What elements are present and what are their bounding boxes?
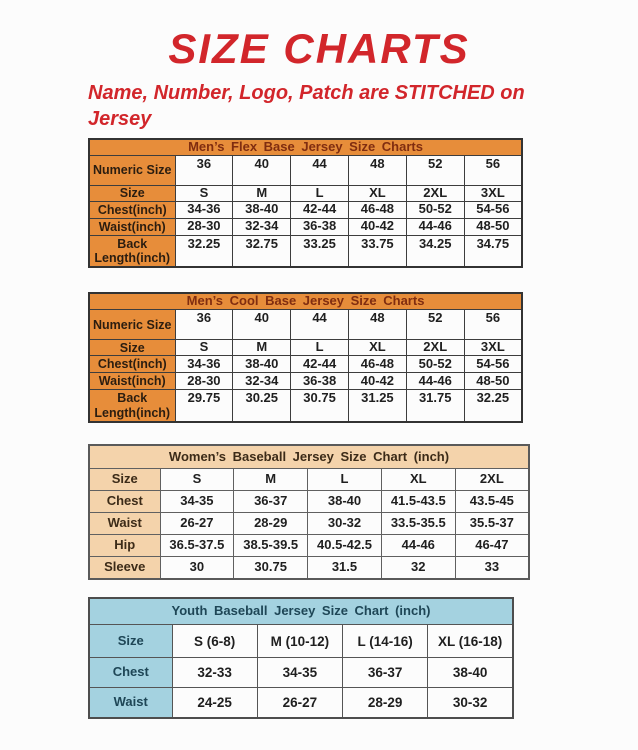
size-value-cell: 36-37 bbox=[234, 491, 308, 513]
size-value-cell: 42-44 bbox=[291, 201, 349, 218]
size-value-cell: XL bbox=[348, 340, 406, 356]
size-value-cell: 34-35 bbox=[257, 658, 342, 688]
row-label-cell: Waist bbox=[89, 688, 172, 718]
size-value-cell: 40 bbox=[233, 155, 291, 185]
size-value-cell: 28-30 bbox=[175, 373, 233, 390]
size-value-cell: 30-32 bbox=[308, 513, 382, 535]
row-label-cell: Chest bbox=[89, 658, 172, 688]
table-row bbox=[89, 155, 522, 185]
row-label-cell: Size bbox=[89, 625, 172, 658]
size-value-cell: 2XL bbox=[406, 340, 464, 356]
size-value-cell: 34-36 bbox=[175, 356, 233, 373]
table-title: Women’s Baseball Jersey Size Chart (inch) bbox=[89, 445, 529, 469]
row-label-cell: Numeric Size bbox=[89, 155, 175, 185]
row-label-cell: Chest bbox=[89, 491, 160, 513]
table-row bbox=[89, 535, 529, 557]
size-value-cell: 36-37 bbox=[343, 658, 428, 688]
size-value-cell: 36 bbox=[175, 155, 233, 185]
size-value-cell: 44-46 bbox=[406, 218, 464, 235]
size-value-cell: 38.5-39.5 bbox=[234, 535, 308, 557]
table-row bbox=[89, 469, 529, 491]
size-value-cell: 46-47 bbox=[455, 535, 529, 557]
size-value-cell: S bbox=[175, 340, 233, 356]
size-value-cell: 36 bbox=[175, 310, 233, 340]
size-value-cell: 44-46 bbox=[406, 373, 464, 390]
size-value-cell: 32.75 bbox=[233, 235, 291, 267]
size-value-cell: 34-35 bbox=[160, 491, 234, 513]
size-value-cell: 50-52 bbox=[406, 356, 464, 373]
size-value-cell: M (10-12) bbox=[257, 625, 342, 658]
table-row bbox=[89, 688, 513, 718]
size-value-cell: 2XL bbox=[455, 469, 529, 491]
size-value-cell: XL (16-18) bbox=[428, 625, 513, 658]
size-value-cell: 32-34 bbox=[233, 218, 291, 235]
size-value-cell: S bbox=[160, 469, 234, 491]
youth-baseball-table bbox=[88, 597, 514, 719]
size-value-cell: 28-29 bbox=[234, 513, 308, 535]
size-value-cell: 44 bbox=[291, 155, 349, 185]
size-value-cell: XL bbox=[381, 469, 455, 491]
size-value-cell: 36-38 bbox=[291, 373, 349, 390]
mens-cool-base-table bbox=[88, 292, 523, 422]
size-value-cell: 33.75 bbox=[348, 235, 406, 267]
size-value-cell: 3XL bbox=[464, 185, 522, 201]
size-value-cell: M bbox=[233, 340, 291, 356]
size-value-cell: 31.75 bbox=[406, 390, 464, 422]
row-label-cell: Size bbox=[89, 469, 160, 491]
size-value-cell: 34-36 bbox=[175, 201, 233, 218]
row-label-cell: Hip bbox=[89, 535, 160, 557]
size-value-cell: 46-48 bbox=[348, 356, 406, 373]
size-value-cell: 29.75 bbox=[175, 390, 233, 422]
table-row bbox=[89, 513, 529, 535]
table-row bbox=[89, 218, 522, 235]
table-row bbox=[89, 185, 522, 201]
row-label-cell: Numeric Size bbox=[89, 310, 175, 340]
size-value-cell: 41.5-43.5 bbox=[381, 491, 455, 513]
size-value-cell: 48-50 bbox=[464, 218, 522, 235]
size-value-cell: 48 bbox=[348, 310, 406, 340]
size-value-cell: M bbox=[233, 185, 291, 201]
page-title: SIZE CHARTS bbox=[168, 25, 470, 72]
womens-baseball-table bbox=[88, 444, 530, 580]
size-value-cell: 46-48 bbox=[348, 201, 406, 218]
size-value-cell: L bbox=[308, 469, 382, 491]
row-label-cell: Waist bbox=[89, 513, 160, 535]
size-value-cell: 48-50 bbox=[464, 373, 522, 390]
row-label-cell: Size bbox=[89, 185, 175, 201]
table-row bbox=[89, 658, 513, 688]
size-value-cell: 34.75 bbox=[464, 235, 522, 267]
size-value-cell: 28-29 bbox=[343, 688, 428, 718]
size-value-cell: 36.5-37.5 bbox=[160, 535, 234, 557]
size-value-cell: 44-46 bbox=[381, 535, 455, 557]
size-value-cell: 32.25 bbox=[175, 235, 233, 267]
page-subtitle: Name, Number, Logo, Patch are STITCHED on Jersey bbox=[88, 82, 525, 130]
size-value-cell: 36-38 bbox=[291, 218, 349, 235]
row-label-cell: Back Length(inch) bbox=[89, 235, 175, 267]
size-value-cell: 30.75 bbox=[291, 390, 349, 422]
table-row bbox=[89, 356, 522, 373]
table-row bbox=[89, 340, 522, 356]
size-value-cell: 30.75 bbox=[234, 557, 308, 579]
size-value-cell: 31.25 bbox=[348, 390, 406, 422]
size-value-cell: 30.25 bbox=[233, 390, 291, 422]
size-value-cell: 26-27 bbox=[257, 688, 342, 718]
row-label-cell: Waist(inch) bbox=[89, 373, 175, 390]
row-label-cell: Size bbox=[89, 340, 175, 356]
size-value-cell: 30 bbox=[160, 557, 234, 579]
table-row bbox=[89, 235, 522, 267]
table-title: Men’s Flex Base Jersey Size Charts bbox=[89, 139, 522, 155]
size-value-cell: 24-25 bbox=[172, 688, 257, 718]
row-label-cell: Back Length(inch) bbox=[89, 390, 175, 422]
row-label-cell: Waist(inch) bbox=[89, 218, 175, 235]
size-value-cell: 2XL bbox=[406, 185, 464, 201]
size-value-cell: 54-56 bbox=[464, 356, 522, 373]
table-row bbox=[89, 625, 513, 658]
size-value-cell: M bbox=[234, 469, 308, 491]
size-value-cell: 56 bbox=[464, 155, 522, 185]
table-title: Men’s Cool Base Jersey Size Charts bbox=[89, 293, 522, 309]
size-value-cell: S bbox=[175, 185, 233, 201]
size-value-cell: 34.25 bbox=[406, 235, 464, 267]
row-label-cell: Sleeve bbox=[89, 557, 160, 579]
size-value-cell: 38-40 bbox=[308, 491, 382, 513]
size-value-cell: 40-42 bbox=[348, 373, 406, 390]
size-value-cell: S (6-8) bbox=[172, 625, 257, 658]
table-row bbox=[89, 557, 529, 579]
size-value-cell: 3XL bbox=[464, 340, 522, 356]
size-value-cell: XL bbox=[348, 185, 406, 201]
size-value-cell: 26-27 bbox=[160, 513, 234, 535]
table-row bbox=[89, 373, 522, 390]
size-value-cell: 52 bbox=[406, 310, 464, 340]
table-row bbox=[89, 310, 522, 340]
table-row bbox=[89, 201, 522, 218]
size-value-cell: 43.5-45 bbox=[455, 491, 529, 513]
table-row bbox=[89, 491, 529, 513]
size-value-cell: 40.5-42.5 bbox=[308, 535, 382, 557]
size-value-cell: L bbox=[291, 185, 349, 201]
size-value-cell: 38-40 bbox=[233, 201, 291, 218]
size-value-cell: 42-44 bbox=[291, 356, 349, 373]
table-title: Youth Baseball Jersey Size Chart (inch) bbox=[89, 598, 513, 625]
size-value-cell: 40 bbox=[233, 310, 291, 340]
size-value-cell: L bbox=[291, 340, 349, 356]
size-value-cell: 50-52 bbox=[406, 201, 464, 218]
size-value-cell: 44 bbox=[291, 310, 349, 340]
size-value-cell: L (14-16) bbox=[343, 625, 428, 658]
row-label-cell: Chest(inch) bbox=[89, 201, 175, 218]
size-value-cell: 33.5-35.5 bbox=[381, 513, 455, 535]
size-value-cell: 30-32 bbox=[428, 688, 513, 718]
size-value-cell: 33 bbox=[455, 557, 529, 579]
size-value-cell: 32.25 bbox=[464, 390, 522, 422]
size-value-cell: 52 bbox=[406, 155, 464, 185]
size-value-cell: 35.5-37 bbox=[455, 513, 529, 535]
size-value-cell: 38-40 bbox=[233, 356, 291, 373]
mens-flex-base-table bbox=[88, 138, 523, 268]
size-value-cell: 32-33 bbox=[172, 658, 257, 688]
row-label-cell: Chest(inch) bbox=[89, 356, 175, 373]
size-value-cell: 40-42 bbox=[348, 218, 406, 235]
size-value-cell: 31.5 bbox=[308, 557, 382, 579]
size-value-cell: 56 bbox=[464, 310, 522, 340]
size-value-cell: 32-34 bbox=[233, 373, 291, 390]
table-row bbox=[89, 390, 522, 422]
size-value-cell: 48 bbox=[348, 155, 406, 185]
size-value-cell: 54-56 bbox=[464, 201, 522, 218]
size-value-cell: 38-40 bbox=[428, 658, 513, 688]
size-value-cell: 32 bbox=[381, 557, 455, 579]
size-value-cell: 28-30 bbox=[175, 218, 233, 235]
size-tables bbox=[88, 138, 638, 719]
size-value-cell: 33.25 bbox=[291, 235, 349, 267]
